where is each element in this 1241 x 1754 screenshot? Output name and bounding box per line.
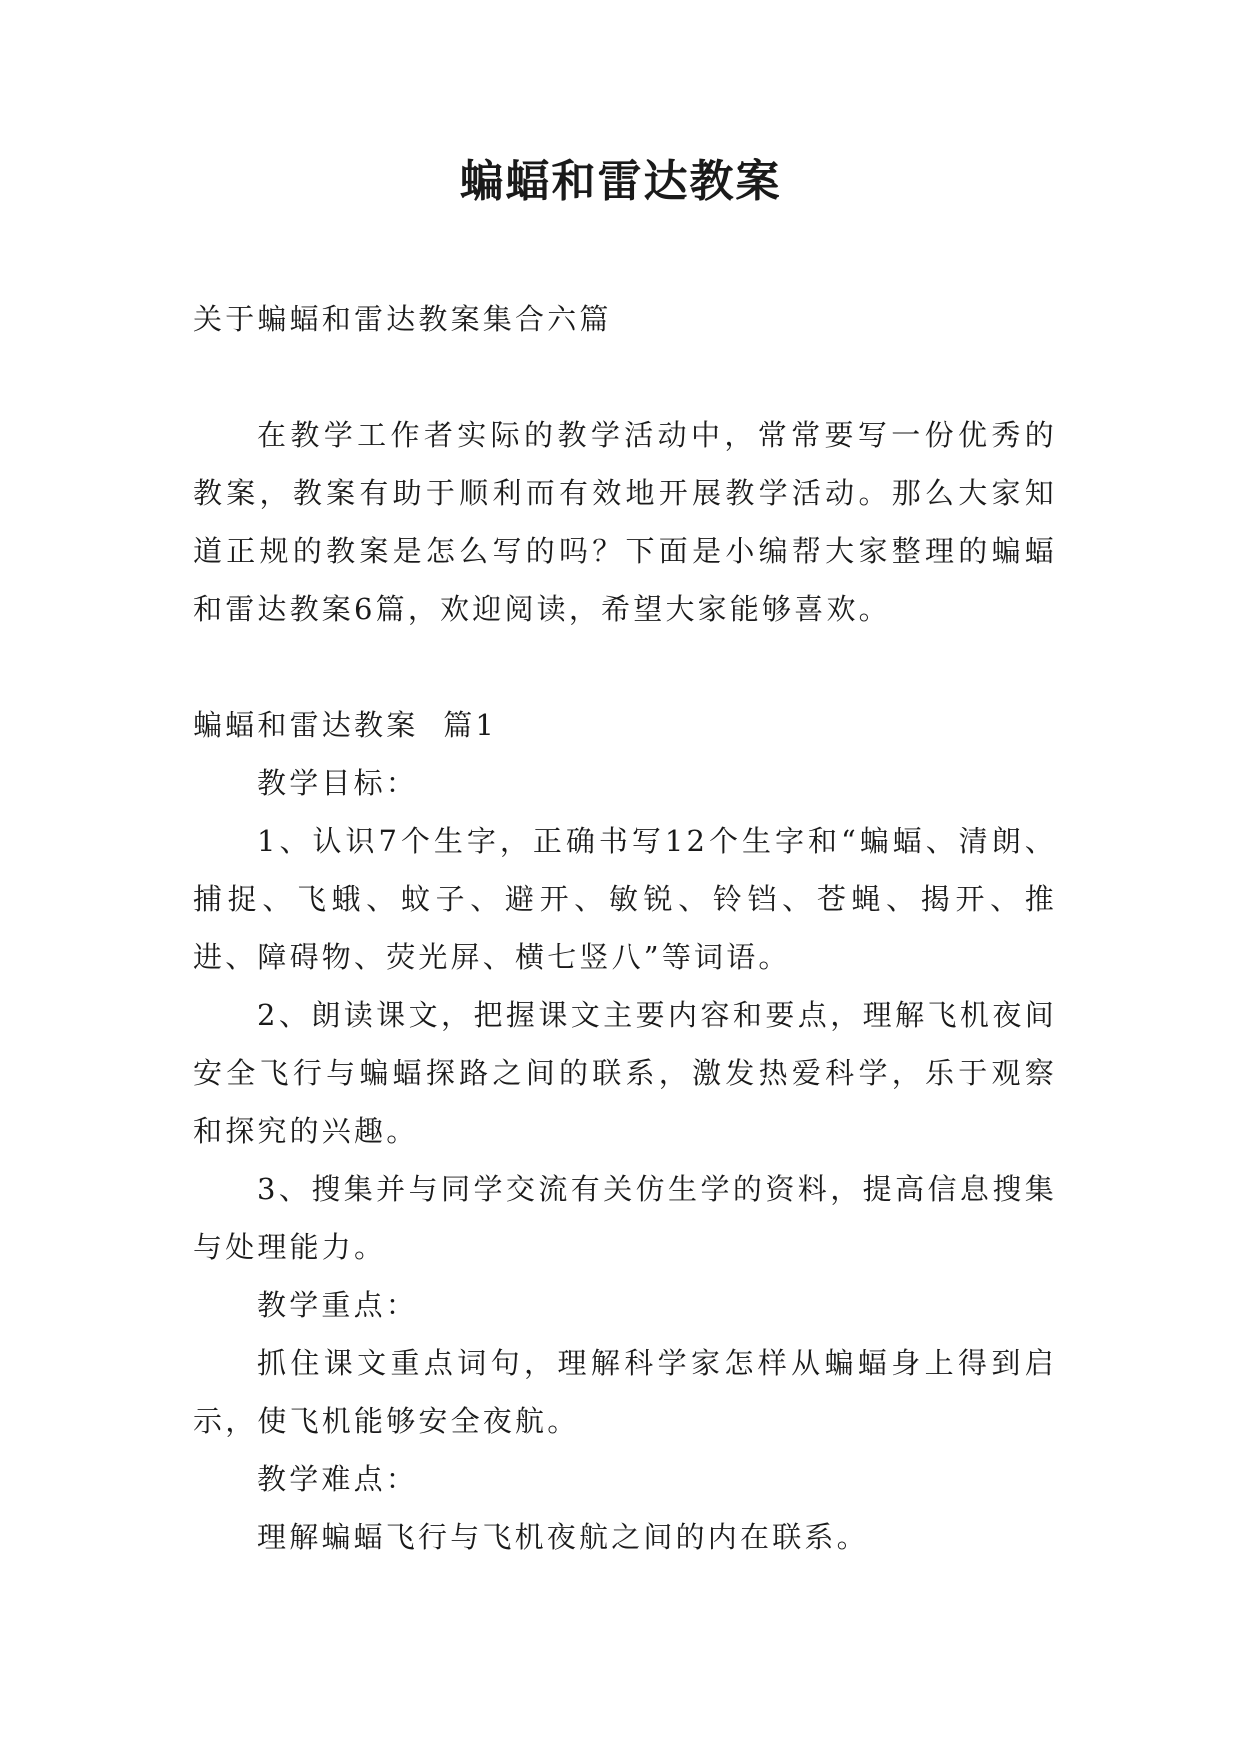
spacer [193, 348, 1057, 406]
intro-paragraph: 在教学工作者实际的教学活动中，常常要写一份优秀的教案，教案有助于顺利而有效地开展教学活动。那么大家知道正规的教案是怎么写的吗？下面是小编帮大家整理的蝙蝠和雷达教案6篇，欢迎阅读，希望大家能够喜欢。 [193, 418, 1057, 626]
spacer [193, 638, 1057, 696]
goal-item-2: 2、朗读课文，把握课文主要内容和要点，理解飞机夜间安全飞行与蝙蝠探路之间的联系，激发热爱科学，乐于观察和探究的兴趣。 [193, 998, 1057, 1148]
goal-item-1: 1、认识7个生字，正确书写12个生字和“蝙蝠、清朗、捕捉、飞蛾、蚊子、避开、敏锐、铃铛、苍蝇、揭开、推进、障碍物、荧光屏、横七竖八”等词语。 [193, 824, 1057, 974]
section-heading: 蝙蝠和雷达教案 篇1 [193, 708, 498, 742]
document-body [193, 290, 1057, 1566]
difficulty-label: 教学难点： [257, 1462, 419, 1496]
goal-item-3: 3、搜集并与同学交流有关仿生学的资料，提高信息搜集与处理能力。 [193, 1172, 1057, 1264]
document-title: 蝙蝠和雷达教案 [459, 156, 782, 207]
difficulty-text: 理解蝙蝠飞行与飞机夜航之间的内在联系。 [257, 1520, 869, 1554]
focus-text: 抓住课文重点词句，理解科学家怎样从蝙蝠身上得到启示，使飞机能够安全夜航。 [193, 1346, 1057, 1438]
goals-label: 教学目标： [257, 766, 419, 800]
document-subtitle: 关于蝙蝠和雷达教案集合六篇 [193, 302, 612, 336]
focus-label: 教学重点： [257, 1288, 419, 1322]
